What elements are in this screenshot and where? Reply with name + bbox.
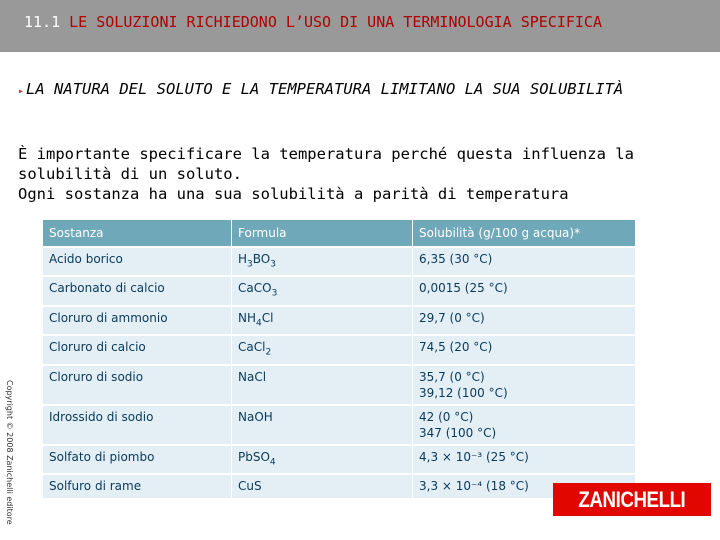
substance-cell: Cloruro di ammonio (43, 306, 232, 335)
table-row (43, 405, 635, 445)
logo-text: ZANICHELLI (578, 486, 686, 512)
copyright-notice (3, 380, 15, 530)
table-row (43, 445, 635, 474)
solubility-cell (413, 365, 636, 405)
substance-cell: Idrossido di sodio (43, 405, 232, 445)
formula-cell: PbSO$_4$ (232, 445, 413, 474)
slide-heading: LE SOLUZIONI RICHIEDONO L’USO DI UNA TERMINOLOGIA SPECIFICA (69, 13, 602, 31)
table-row (43, 365, 635, 405)
solubility-table (43, 220, 635, 498)
solubility-cell (413, 335, 636, 364)
formula-cell: CaCl$_2$ (232, 335, 413, 364)
solubility-value: 35,7 (0 °C) (419, 369, 485, 384)
substance-cell: Solfato di piombo (43, 445, 232, 474)
table-row (43, 306, 635, 335)
table-row (43, 276, 635, 305)
body-line-2: Ogni sostanza ha una sua solubilità a parità di temperatura (18, 185, 569, 203)
solubility-cell (413, 405, 636, 445)
solubility-cell (413, 445, 636, 474)
formula-cell: NaOH (232, 405, 413, 445)
substance-cell: Cloruro di calcio (43, 335, 232, 364)
solubility-cell (413, 247, 636, 276)
body-line-1: È importante specificare la temperatura perché questa influenza la solubilità di un soluto. (18, 145, 634, 183)
formula-cell: NaCl (232, 365, 413, 405)
table-body (43, 247, 635, 498)
copyright-text: Copyright © 2008 Zanichelli editore (5, 380, 14, 525)
zanichelli-logo (553, 483, 711, 516)
solubility-value: 74,5 (20 °C) (419, 340, 493, 355)
formula-cell: CuS (232, 474, 413, 498)
substance-cell: Acido borico (43, 247, 232, 276)
column-header-solubility: Solubilità (g/100 g acqua)* (413, 220, 636, 247)
solubility-cell (413, 306, 636, 335)
slide-title (24, 12, 704, 33)
subtitle-text: LA NATURA DEL SOLUTO E LA TEMPERATURA LIMITANO LA SUA SOLUBILITÀ (26, 80, 624, 98)
solubility-value: 0,0015 (25 °C) (419, 281, 508, 296)
substance-cell: Carbonato di calcio (43, 276, 232, 305)
formula-cell: CaCO$_3$ (232, 276, 413, 305)
table-row (43, 247, 635, 276)
solubility-value: 39,12 (100 °C) (419, 385, 508, 400)
solubility-value: 347 (100 °C) (419, 425, 497, 440)
solubility-value: 42 (0 °C) (419, 409, 474, 424)
table-row (43, 474, 635, 498)
substance-cell: Cloruro di sodio (43, 365, 232, 405)
formula-cell: $H_3BO_3$ (232, 247, 413, 276)
body-text (18, 144, 708, 204)
solubility-cell (413, 276, 636, 305)
slide-number: 11.1 (24, 13, 61, 31)
solubility-value: 3,3 × 10⁻⁴ (18 °C) (419, 478, 529, 493)
formula-cell: $NH_4Cl$ (232, 306, 413, 335)
table-row (43, 335, 635, 364)
table-header-row (43, 220, 635, 247)
solubility-value: 29,7 (0 °C) (419, 310, 485, 325)
column-header-formula: Formula (232, 220, 413, 247)
section-subtitle (18, 79, 708, 102)
solubility-value: 4,3 × 10⁻³ (25 °C) (419, 449, 529, 464)
bullet-arrow-icon: ▸ (18, 86, 25, 97)
substance-cell: Solfuro di rame (43, 474, 232, 498)
column-header-substance: Sostanza (43, 220, 232, 247)
solubility-value: 6,35 (30 °C) (419, 252, 493, 266)
